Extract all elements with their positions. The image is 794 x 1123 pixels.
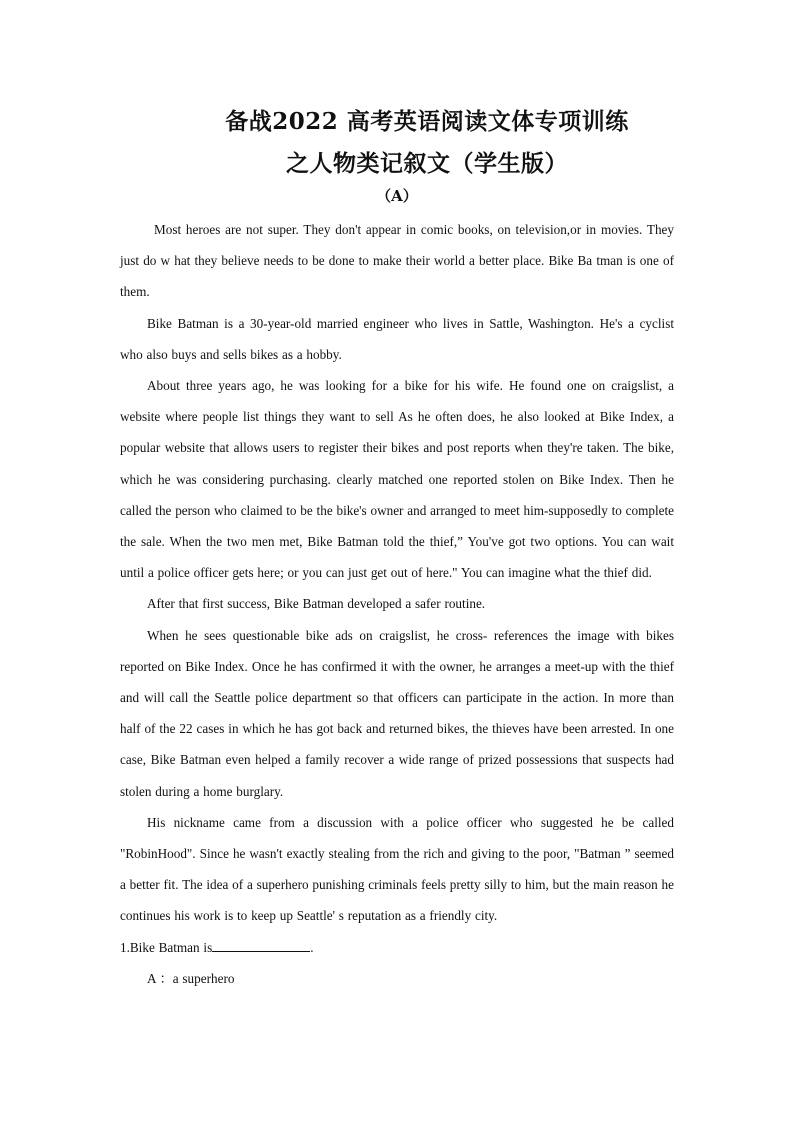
title-line-1: 备战2022 高考英语阅读文体专项训练 <box>225 108 629 135</box>
paragraph-1: Most heroes are not super. They don't appear in comic books, on television,or in movies. They just do w hat they believe needs to be done to make their world a better place. Bike Ba tman is one of them. <box>120 222 674 300</box>
paragraph-6: His nickname came from a discussion with a police officer who suggested he be called "RobinHood". Since he wasn't exactly stealing from the rich and giving to the poor, "Batman ” seemed a better fit. The idea of a superhero punishing criminals feels pretty silly to him, but the main reason he continues his work is to keep up Seattle' s reputation as a friendly city. <box>120 814 674 924</box>
question-1-stem: 1.Bike Batman is <box>120 939 213 955</box>
option-a: A ：a superhero <box>147 970 235 986</box>
question-1-end: . <box>310 939 314 955</box>
passage-body <box>120 214 674 994</box>
question-1 <box>120 932 674 963</box>
title-line-2: 之人物类记叙文（学生版） <box>286 150 568 177</box>
section-label: （A） <box>376 187 418 205</box>
paragraph-3: About three years ago, he was looking for a bike for his wife. He found one on craigslist, a website where people list things they want to sell As he often does, he also looked at Bike Index, a popular website that allows users to register their bikes and post reports when they're taken. The bike, which he was considering purchasing. clearly matched one reported stolen on Bike Index. Then he called the person who claimed to be the bike's owner and arranged to meet him-supposedly to complete the sale. When the two men met, Bike Batman told the thief,” You've got two options. You can wait until a police officer gets here; or you can just get out of here." You can imagine what the thief did. <box>120 378 674 581</box>
answer-blank[interactable] <box>212 939 310 952</box>
paragraph-5: When he sees questionable bike ads on craigslist, he cross- references the image with bikes reported on Bike Index. Once he has confirmed it with the owner, he arranges a meet-up with the thief and will call the Seattle police department so that officers can participate in the action. In more than half of the 22 cases in which he has got back and returned bikes, the thieves have been arrested. In one case, Bike Batman even helped a family recover a wide range of prized possessions that suspects had stolen during a home burglary. <box>120 627 674 799</box>
paragraph-2: Bike Batman is a 30-year-old married engineer who lives in Sattle, Washington. He's a cyclist who also buys and sells bikes as a hobby. <box>120 315 674 362</box>
paragraph-4: After that first success, Bike Batman developed a safer routine. <box>147 596 486 612</box>
